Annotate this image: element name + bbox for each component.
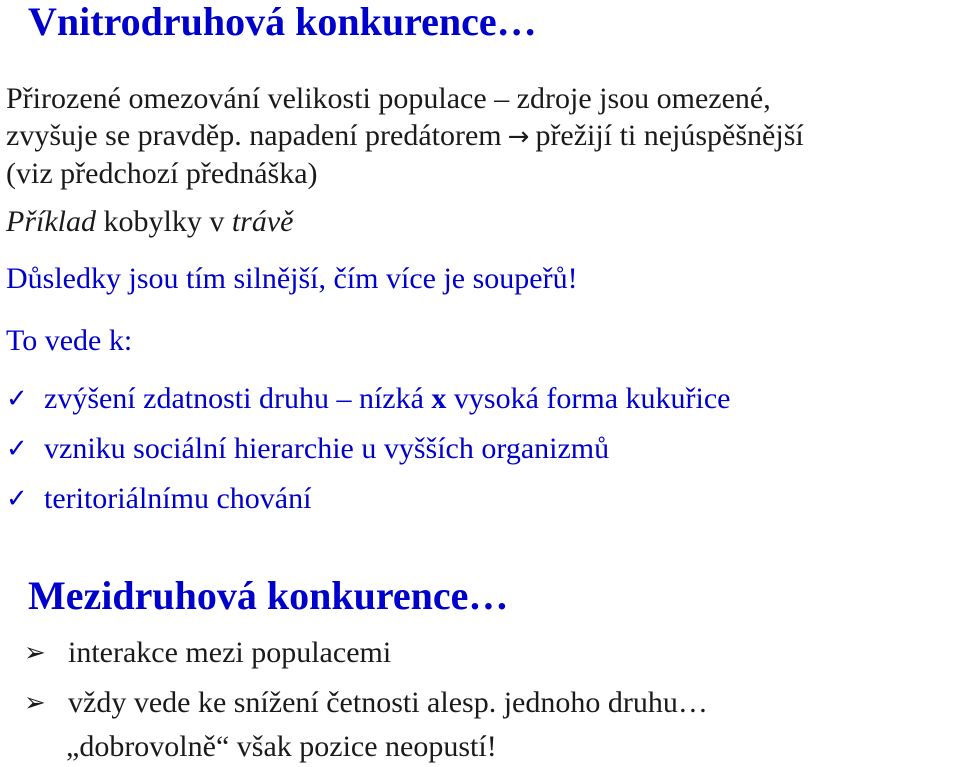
checkmark-icon: ✓ (6, 484, 28, 514)
list-item-text: vzniku sociální hierarchie u vyšších organizmů (44, 432, 610, 465)
list-item (6, 484, 311, 514)
para1-line2 (6, 121, 804, 151)
list-item-text: teritoriálnímu chování (44, 482, 312, 515)
section2-title: Mezidruhová konkurence… (28, 573, 509, 618)
para1-line2-end: přežijí ti nejúspěšnější (535, 119, 804, 152)
example-text: kobylky v (96, 205, 232, 238)
arrow-bullet-icon: ➢ (24, 638, 46, 668)
continuation-line: „dobrovolně“ však pozice neopustí! (66, 730, 497, 763)
list-item (24, 638, 391, 668)
example-line (6, 207, 293, 237)
list-item-text: vždy vede ke snížení četnosti alesp. jednoho druhu… (68, 686, 708, 719)
section1-title: Vnitrodruhová konkurence… (28, 0, 537, 44)
consequence-line: Důsledky jsou tím silnější, čím více je soupeřů! (6, 262, 578, 295)
list-item (6, 384, 731, 414)
list-item (6, 434, 609, 464)
example-label: Příklad (6, 205, 96, 238)
list-item (24, 688, 708, 718)
list-item-text-c: vysoká forma kukuřice (446, 382, 731, 415)
checkmark-icon: ✓ (6, 384, 28, 414)
para1-line2-start: zvyšuje se pravděp. napadení predátorem (6, 119, 502, 152)
leads-to-line: To vede k: (6, 324, 133, 357)
list-item-text-a: zvýšení zdatnosti druhu – nízká (44, 382, 432, 415)
list-item-text: interakce mezi populacemi (68, 636, 392, 669)
para1-line3: (viz předchozí přednáška) (6, 157, 318, 190)
arrow-bullet-icon: ➢ (24, 688, 46, 718)
list-item-text-x: x (431, 382, 447, 415)
list-item-text (44, 384, 731, 414)
checkmark-icon: ✓ (6, 434, 28, 464)
para1-line1: Přirozené omezování velikosti populace – zdroje jsou omezené, (6, 82, 771, 115)
right-arrow-icon: → (507, 122, 530, 152)
example-habitat: trávě (231, 205, 294, 238)
